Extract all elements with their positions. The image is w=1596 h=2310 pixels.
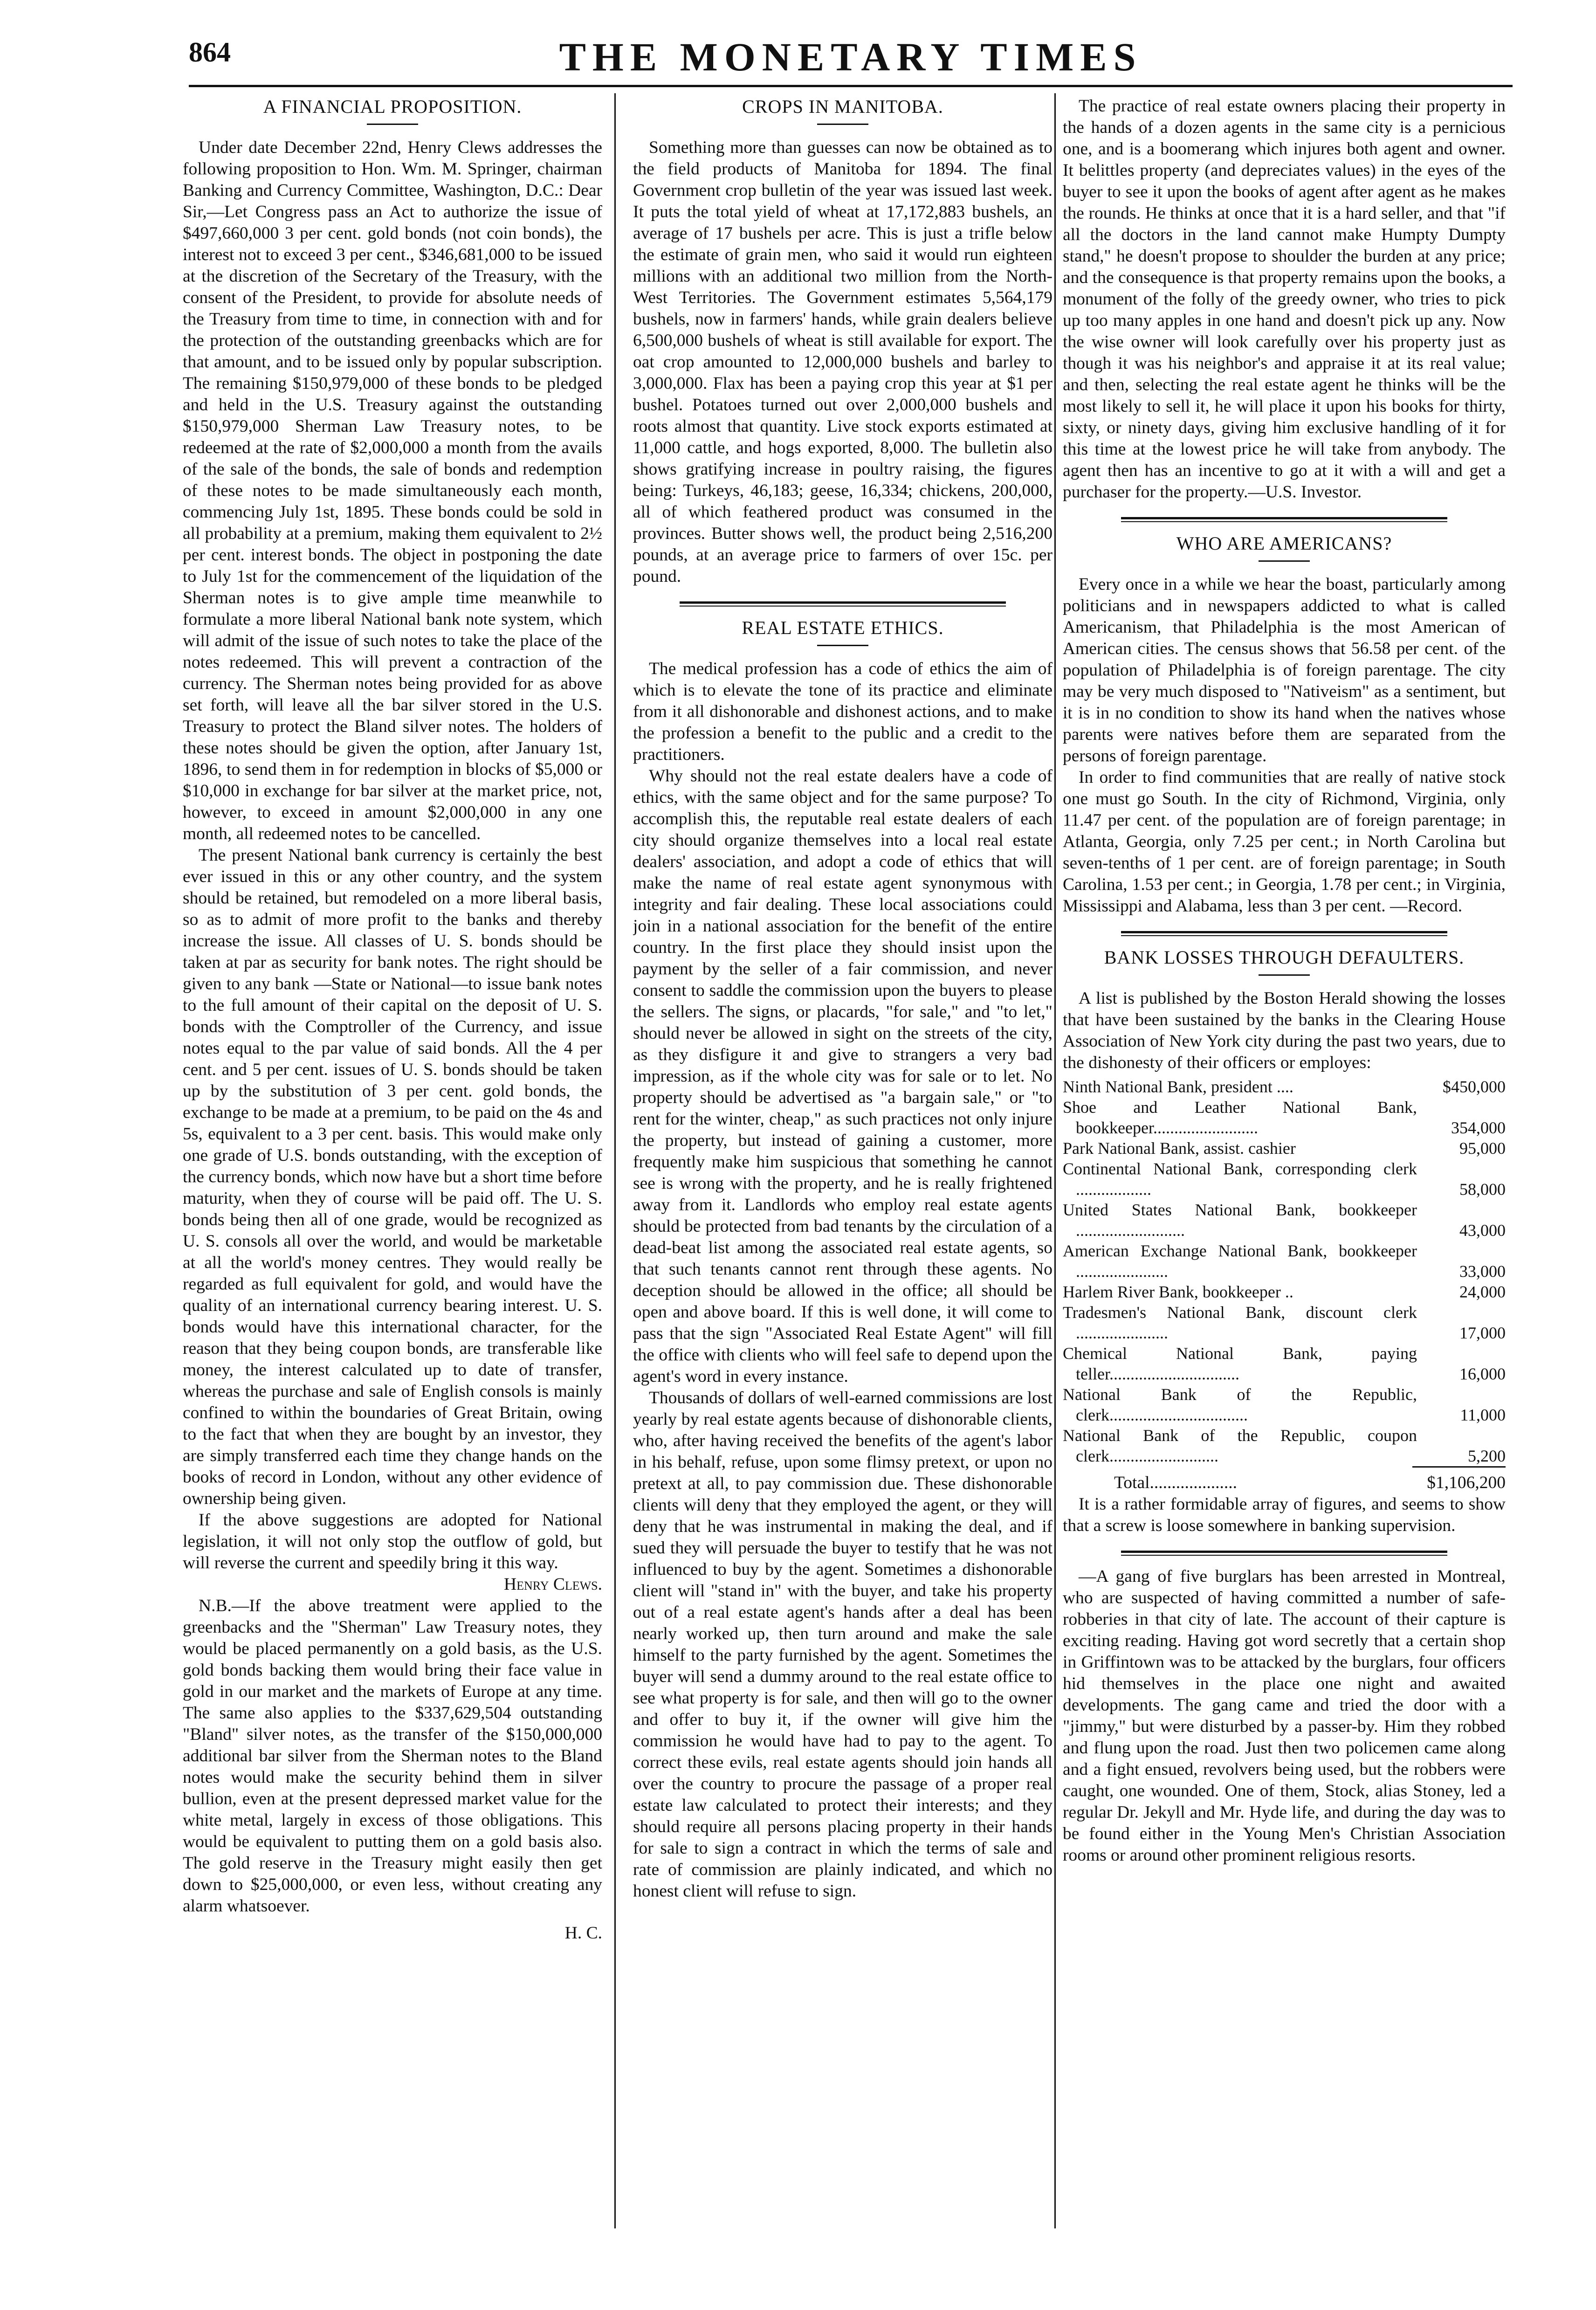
table-row [1063,1097,1506,1138]
loss-amount: 354,000 [1451,1118,1506,1137]
bank-name: United States National Bank, bookkeeper .......................... [1063,1200,1417,1240]
signature: Henry Clews. [504,1575,602,1594]
table-row [1063,1076,1506,1097]
article-who-are-americans [1063,532,1506,917]
title-rule [367,124,418,125]
total-row [1063,1472,1506,1494]
title-rule [817,645,868,646]
bank-name: Continental National Bank, corresponding clerk .................. [1063,1159,1417,1199]
loss-amount: 11,000 [1460,1406,1506,1424]
article-paragraph: It is a rather formidable array of figures, and seems to show that a screw is loose somewhere in banking supervision. [1063,1495,1506,1535]
article-paragraph: The present National bank currency is certainly the best ever issued in this or any other country, and the system should be retained, but remodeled on a more liberal basis, so as to admit of more profit to the banks and thereby increase the issue. All classes of U. S. bonds should be taken at par as security for bank notes. The right should be given to any bank —State or National—to issue bank notes to the full amount of their capital on the deposit of U. S. bonds with the Comptroller of the Currency, and issue notes equal to the par value of said bonds. All the 4 per cent. and 5 per cent. issues of U. S. bonds should be taken up by the substitution of 3 per cent. gold bonds, the exchange to be made at a premium, to be paid on the 4s and 5s, equivalent to a 3 per cent. basis. This would make only one grade of U.S. bonds outstanding, with the exception of the currency bonds, which now have but a short time before maturity, when they of course will be paid off. The U. S. bonds being then all of one grade, would be recognized as U. S. consols all over the world, and would be marketable at all the world's money centres. They would really be regarded as full equivalent for gold, and would have the quality of an international currency bearing interest. U. S. bonds would have this international character, for the reason that they being coupon bonds, are transferable like money, the interest calculated up to date of transfer, whereas the purchase and sale of English consols is mainly confined to within the boundaries of Great Britain, owing to the fact that when they are bought by an investor, they are simply transferred each time they change hands on the books of record in London, without any other evidence of ownership being given. [183,846,602,1508]
loss-amount: 17,000 [1459,1324,1506,1342]
article-paragraph: Why should not the real estate dealers have a code of ethics, with the same object and for the same purpose? To accomplish this, the reputable real estate dealers of each city should organize themselves into a local real estate dealers' association, and adopt a code of ethics that will make the name of real estate agent synonymous with integrity and fair dealing. These local associations could join in a national association for the benefit of the entire country. In the first place they should insist upon the payment by the seller of a fair commission, and never consent to saddle the commission upon the buyers to please the sellers. The signs, or placards, "for sale," and "to let," should never be allowed in sight on the streets of the city, as they disfigure it and give to strangers a very bad impression, as if the whole city was for sale or to let. No property should be advertised as "a bargain sale," or "to rent for the winter, cheap," as such practices not only injure the property, but instead of gaining a customer, more frequently make him suspicious that something he cannot see is wrong with the property, and he is really frightened away from it. Landlords who employ real estate agents should be protected from bad tenants by the circulation of a dead-beat list among the associated real estate agents, so that such tenants cannot rent through these agents. No deception should be allowed in the office; all should be open and above board. If this is well done, it will come to pass that the sign "Associated Real Estate Agent" will fill the office with clients who will feel safe to depend upon the agent's word in every instance. [633,766,1053,1386]
table-row [1063,1302,1506,1343]
article-paragraph: In order to find communities that are really of native stock one must go South. In the city of Richmond, Virginia, only 11.47 per cent. of the population are of foreign parentage; in Atlanta, Georgia, only 7.25 per cent.; in North Carolina but seven-tenths of 1 per cent. are of foreign parentage; in South Carolina, 1.53 per cent.; in Georgia, 1.78 per cent.; in Virginia, Mississippi and Alabama, less than 3 per cent. —Record. [1063,768,1506,916]
column-divider [1054,93,1056,2228]
section-divider [1121,517,1447,522]
section-divider [1121,1551,1447,1556]
table-row [1063,1425,1506,1466]
article-title: WHO ARE AMERICANS? [1176,533,1392,554]
column-1 [183,96,602,2221]
page-number: 864 [189,37,231,68]
table-row [1063,1384,1506,1425]
table-row [1063,1343,1506,1384]
article-title: A FINANCIAL PROPOSITION. [263,96,522,117]
article-financial-proposition [183,96,602,1944]
loss-amount: 24,000 [1459,1283,1506,1301]
loss-amount: $450,000 [1443,1077,1506,1096]
losses-table [1063,1076,1506,1494]
bank-name: Shoe and Leather National Bank, bookkeeper......................... [1063,1098,1417,1137]
column-2 [633,96,1053,2221]
section-divider [680,601,1006,607]
bank-name: Chemical National Bank, paying teller............................... [1063,1344,1417,1383]
article-montreal-burglars [1063,1566,1506,1866]
total-amount: $1,106,200 [1427,1473,1506,1492]
title-rule [1259,560,1310,562]
article-title: BANK LOSSES THROUGH DEFAULTERS. [1104,947,1465,968]
article-crops-manitoba [633,96,1053,587]
bank-name: National Bank of the Republic, clerk................................. [1063,1385,1417,1424]
table-row [1063,1158,1506,1200]
article-title: REAL ESTATE ETHICS. [742,617,944,638]
article-real-estate-ethics [633,617,1053,1902]
initials: H. C. [564,1924,602,1943]
article-paragraph: Every once in a while we hear the boast, particularly among politicians and in newspapers addicted to what is called Americanism, that Philadelphia is the most American of American cities. The census shows that 56.58 per cent. of the population of Philadelphia is of foreign parentage. The city may be very much disposed to "Nativeism" as a sentiment, but it is in no condition to show its hand when the natives whose parents were natives before them are separated from the persons of foreign parentage. [1063,575,1506,765]
loss-amount: 95,000 [1459,1139,1506,1158]
article-paragraph: Thousands of dollars of well-earned commissions are lost yearly by real estate agents because of dishonorable clients, who, after having received the benefits of the agent's labor in his behalf, refuse, upon some flimsy pretext, or upon no pretext at all, to pay commission due. These dishonorable clients will deny that they employed the agent, or they will deny that he was instrumental in making the deal, and if sued they will persuade the buyer to testify that he was not influenced to buy by the agent. Sometimes a dishonorable client will "stand in" with the buyer, and take his property out of a real estate agent's hands after a deal has been nearly worked up, then turn around and make the sale himself to the party furnished by the agent. Sometimes the buyer will send a dummy around to the real estate office to see what property is for sale, and then will go to the owner and offer to buy it, if the owner will give him the commission he would have had to pay to the agent. To correct these evils, real estate agents should join hands all over the country to procure the passage of a proper real estate law calculated to protect their interests; and they should require all persons placing property in their hands for sale to sign a contract in which the terms of sale and rate of commission are plainly indicated, and which no honest client will refuse to sign. [633,1388,1053,1901]
article-paragraph: A list is published by the Boston Herald showing the losses that have been sustained by the banks in the Clearing House Association of New York city during the past two years, due to the dishonesty of their officers or employes: [1063,989,1506,1072]
article-paragraph: —A gang of five burglars has been arrested in Montreal, who are suspected of having committed a number of safe-robberies in that city of late. The account of their capture is exciting reading. Having got word secretly that a certain shop in Griffintown was to be attacked by the burglars, four officers hid themselves in the place one night and awaited developments. The gang came and tried the door with a "jimmy," but were disturbed by a passer-by. Him they robbed and flung upon the road. Just then two policemen came along and a fight ensued, revolvers being used, but the robbers were caught, one wounded. One of them, Stock, alias Stoney, led a regular Dr. Jekyll and Mr. Hyde life, and during the day was to be found either in the Young Men's Christian Association rooms or around other prominent religious resorts. [1063,1567,1506,1865]
table-row [1063,1241,1506,1282]
table-row [1063,1282,1506,1302]
article-title: CROPS IN MANITOBA. [742,96,943,117]
article-paragraph: N.B.—If the above treatment were applied to the greenbacks and the "Sherman" Law Treasury notes, they would be placed permanently on a gold basis, as the U.S. gold bonds backing them would bring their face value in gold in our market and the markets of Europe at any time. The same also applies to the $337,629,504 outstanding "Bland" silver notes, as the transfer of the $150,000,000 additional bar silver from the Sherman notes to the Bland notes would make the security behind them in silver bullion, even at the present depressed market value for the white metal, largely in excess of those obligations. This would be equivalent to putting them on a gold basis also. The gold reserve in the Treasury might easily then get down to $25,000,000, or even less, without creating any alarm whatsoever. [183,1596,602,1916]
title-rule [1259,974,1310,976]
bank-name: Tradesmen's National Bank, discount clerk ...................... [1063,1303,1417,1342]
article-paragraph: The medical profession has a code of ethics the aim of which is to elevate the tone of its practice and eliminate from it all dishonorable and dishonest actions, and to make the profession a benefit to the public and a credit to the practitioners. [633,659,1053,764]
article-paragraph: Something more than guesses can now be obtained as to the field products of Manitoba for 1894. The final Government crop bulletin of the year was issued last week. It puts the total yield of wheat at 17,172,883 bushels, an average of 17 bushels per acre. This is just a trifle below the estimate of grain men, who said it would run eighteen millions with an additional two million from the North-West Territories. The Government estimates 5,564,179 bushels, now in farmers' hands, while grain dealers believe 6,500,000 bushels of wheat is still available for export. The oat crop amounted to 12,000,000 bushels and barley to 3,000,000. Flax has been a paying crop this year at $1 per bushel. Potatoes turned out over 2,000,000 bushels and roots almost that quantity. Live stock exports estimated at 11,000 cattle, and hogs exported, 8,000. The bulletin also shows gratifying increase in poultry raising, the figures being: Turkeys, 46,183; geese, 16,334; chickens, 200,000, all of which feathered product was consumed in the provinces. Butter shows well, the product being 2,516,200 pounds, at an average price to farmers of over 15c. per pound. [633,138,1053,586]
loss-amount: 33,000 [1459,1262,1506,1281]
section-divider [1121,931,1447,936]
title-rule [817,124,868,125]
bank-name: Harlem River Bank, bookkeeper .. [1063,1283,1293,1301]
article-paragraph: If the above suggestions are adopted for National legislation, it will not only stop the outflow of gold, but will reverse the current and speedily bring it this way. [183,1510,602,1572]
loss-amount: 43,000 [1459,1221,1506,1240]
bank-name: American Exchange National Bank, bookkeeper ...................... [1063,1241,1417,1281]
article-real-estate-continued [1063,96,1506,503]
loss-amount: 58,000 [1459,1180,1506,1199]
table-row [1063,1138,1506,1158]
bank-name: Park National Bank, assist. cashier [1063,1139,1296,1158]
total-rule [1412,1466,1506,1468]
total-label: Total.................... [1114,1473,1238,1492]
column-divider [614,93,616,2228]
article-paragraph: The practice of real estate owners placing their property in the hands of a dozen agents in the same city is a pernicious one, and is a boomerang which injures both agent and owner. It belittles property (and depreciates values) in the eyes of the buyer to see it upon the books of agent after agent as he makes the rounds. He thinks at once that it is a hard seller, and that "if all the doctors in the land cannot make Humpty Dumpty stand," he doesn't propose to shoulder the burden at any price; and the consequence is that property remains upon the books, a monument of the folly of the greedy owner, who tries to pick up too many apples in one hand and doesn't pick up any. Now the wise owner will look carefully over his property just as though it was his neighbor's and appraise it at its real value; and then, selecting the real estate agent he thinks will be the most likely to sell it, he will place it upon his books for thirty, sixty, or ninety days, giving him exclusive handling of it for this time at the lowest price he will take from anybody. The agent then has an incentive to go at it with a will and get a purchaser for the property.—U.S. Investor. [1063,97,1506,502]
loss-amount: 16,000 [1459,1365,1506,1383]
table-row [1063,1200,1506,1241]
loss-amount: 5,200 [1468,1447,1506,1465]
article-paragraph: Under date December 22nd, Henry Clews addresses the following proposition to Hon. Wm. M. Springer, chairman Banking and Currency Committee, Washington, D.C.: Dear Sir,—Let Congress pass an Act to authorize the issue of $497,660,000 3 per cent. gold bonds (not coin bonds), the interest not to exceed 3 per cent., $346,681,000 to be issued at the discretion of the Secretary of the Treasury, with the consent of the President, to provide for absolute needs of the Treasury from time to time, in connection with and for the protection of the outstanding greenbacks which are for that amount, and to be issued only by popular subscription. The remaining $150,979,000 of these bonds to be pledged and held in the U.S. Treasury against the outstanding $150,979,000 Sherman Law Treasury notes, to be redeemed at the rate of $2,000,000 a month from the avails of the sale of the bonds, the sale of bonds and redemption of these notes to be made simultaneously each month, commencing July 1st, 1895. These bonds could be sold in all probability at a premium, making them equivalent to 2½ per cent. interest bonds. The object in postponing the date to July 1st for the commencement of the liquidation of the Sherman notes is to give ample time meanwhile to formulate a more liberal National bank note system, which will admit of the issue of such notes to take the place of the notes redeemed. This will prevent a contraction of the currency. The Sherman notes being provided for as above set forth, will leave all the bar silver stored in the U.S. Treasury to protect the Bland silver notes. The holders of these notes should be given the option, after January 1st, 1896, to send them in for redemption in blocks of $5,000 or $10,000 in exchange for bar silver at the market price, not, however, to exceed in amount $2,000,000 in any one month, all redeemed notes to be cancelled. [183,138,602,843]
bank-name: Ninth National Bank, president .... [1063,1077,1293,1096]
newspaper-title: THE MONETARY TIMES [559,34,1142,79]
bank-name: National Bank of the Republic, coupon clerk.......................... [1063,1426,1417,1465]
masthead [189,34,1513,87]
column-3 [1063,96,1506,2221]
article-bank-losses [1063,946,1506,1537]
